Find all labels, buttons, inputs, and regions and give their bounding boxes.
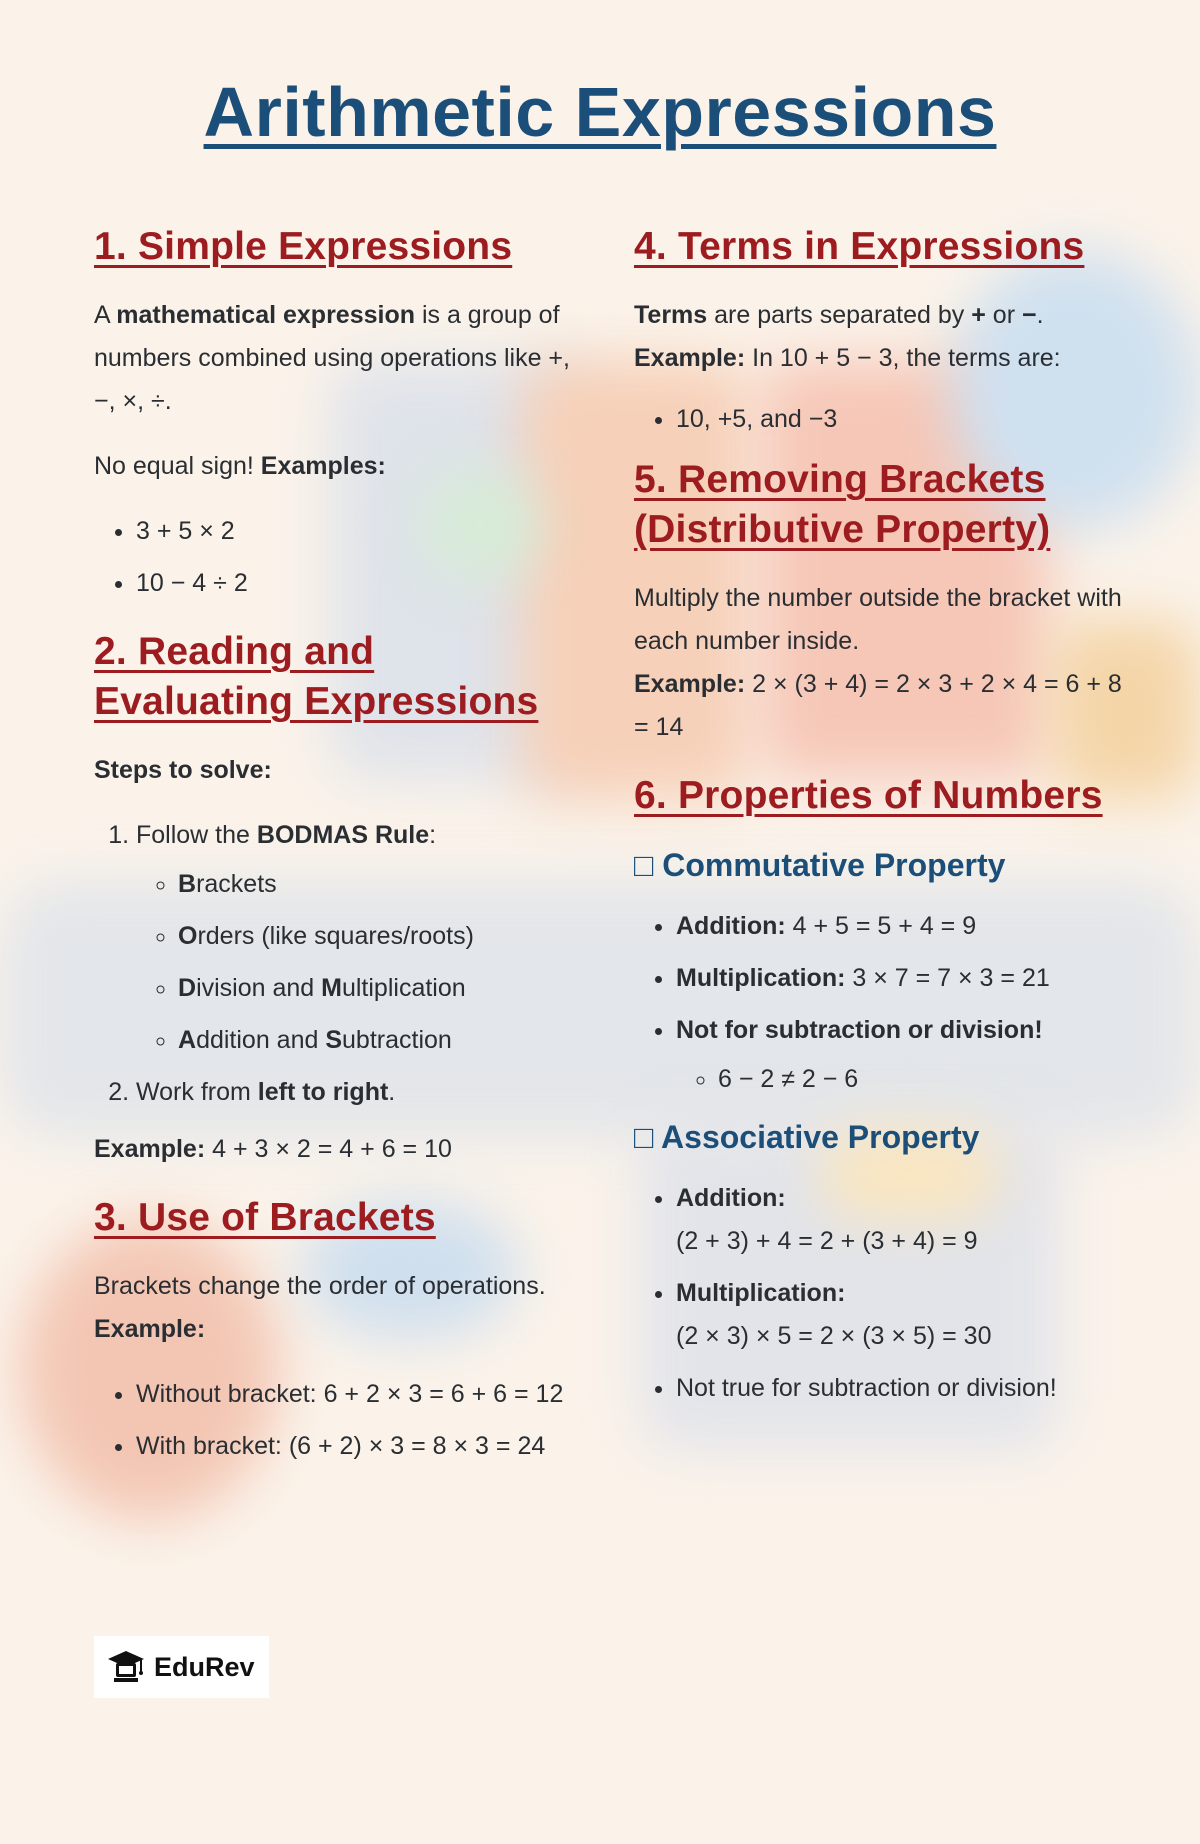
list-item: • Multiplication: (2 × 3) × 5 = 2 × (3 × 5) = 30 — [676, 1272, 1124, 1358]
list-item: 1. Follow the BODMAS Rule: ◦ Brackets ◦ Orders (like squares/roots) ◦ Division and Multiplication ◦ Addition and Subtraction — [136, 814, 574, 1062]
steps-label: Steps to solve: — [94, 756, 272, 784]
subheading-commutative: □ Commutative Property — [634, 847, 1006, 883]
section-properties — [634, 771, 1124, 1410]
bodmas-list — [136, 863, 574, 1062]
graduation-cap-icon — [106, 1648, 146, 1686]
sub-list — [676, 1058, 1124, 1101]
list-item: • Not for subtraction or division! ◦ 6 − 2 ≠ 2 − 6 — [676, 1009, 1124, 1101]
steps-list — [94, 814, 574, 1114]
section-heading: 1. Simple Expressions — [94, 225, 513, 268]
section-heading: 3. Use of Brackets — [94, 1196, 436, 1239]
right-column — [634, 222, 1124, 1424]
list-item: ◦ 6 − 2 ≠ 2 − 6 — [718, 1058, 1124, 1101]
paragraph: No equal sign! Examples: — [94, 452, 386, 480]
example-list — [94, 510, 574, 605]
paragraph: Terms are parts separated by + or −. Example: In 10 + 5 − 3, the terms are: — [634, 301, 1061, 372]
left-column — [94, 222, 574, 1482]
list-item: • With bracket: (6 + 2) × 3 = 8 × 3 = 24 — [136, 1425, 574, 1468]
paragraph: Brackets change the order of operations. Example: — [94, 1272, 546, 1343]
example-list — [94, 1373, 574, 1468]
logo-text: EduRev — [154, 1651, 255, 1682]
list-item: 2. Work from left to right. — [136, 1071, 574, 1114]
list-item: • Addition: 4 + 5 = 5 + 4 = 9 — [676, 905, 1124, 948]
example: Example: 4 + 3 × 2 = 4 + 6 = 10 — [94, 1135, 452, 1163]
list-item: • 10, +5, and −3 — [676, 398, 1124, 441]
section-use-of-brackets — [94, 1193, 574, 1468]
section-terms — [634, 222, 1124, 441]
list-item: ◦ Division and Multiplication — [178, 967, 574, 1010]
list-item: ◦ Addition and Subtraction — [178, 1019, 574, 1062]
section-heading: 5. Removing Brackets (Distributive Property) — [634, 458, 1051, 551]
subheading-associative: □ Associative Property — [634, 1119, 980, 1155]
paragraph: Multiply the number outside the bracket with each number inside. Example: 2 × (3 + 4) = 2 × 3 + 2 × 4 = 6 + 8 = 14 — [634, 584, 1122, 741]
section-simple-expressions — [94, 222, 574, 605]
associative-list — [634, 1177, 1124, 1410]
section-heading: 4. Terms in Expressions — [634, 225, 1085, 268]
list-item: ◦ Orders (like squares/roots) — [178, 915, 574, 958]
list-item: • Not true for subtraction or division! — [676, 1367, 1124, 1410]
page-title: Arithmetic Expressions — [203, 73, 997, 151]
section-reading-evaluating — [94, 627, 574, 1171]
list-item: • Addition: (2 + 3) + 4 = 2 + (3 + 4) = 9 — [676, 1177, 1124, 1263]
section-heading: 2. Reading and Evaluating Expressions — [94, 630, 539, 723]
commutative-list — [634, 905, 1124, 1101]
list-item: • Without bracket: 6 + 2 × 3 = 6 + 6 = 12 — [136, 1373, 574, 1416]
section-heading: 6. Properties of Numbers — [634, 774, 1103, 817]
list-item: • Multiplication: 3 × 7 = 7 × 3 = 21 — [676, 957, 1124, 1000]
list-item: ◦ Brackets — [178, 863, 574, 906]
paragraph: A mathematical expression is a group of numbers combined using operations like +, −, ×, ÷. — [94, 301, 570, 415]
section-removing-brackets — [634, 455, 1124, 749]
terms-list — [634, 398, 1124, 441]
list-item: • 10 − 4 ÷ 2 — [136, 562, 574, 605]
edurev-logo — [94, 1636, 269, 1698]
list-item: • 3 + 5 × 2 — [136, 510, 574, 553]
